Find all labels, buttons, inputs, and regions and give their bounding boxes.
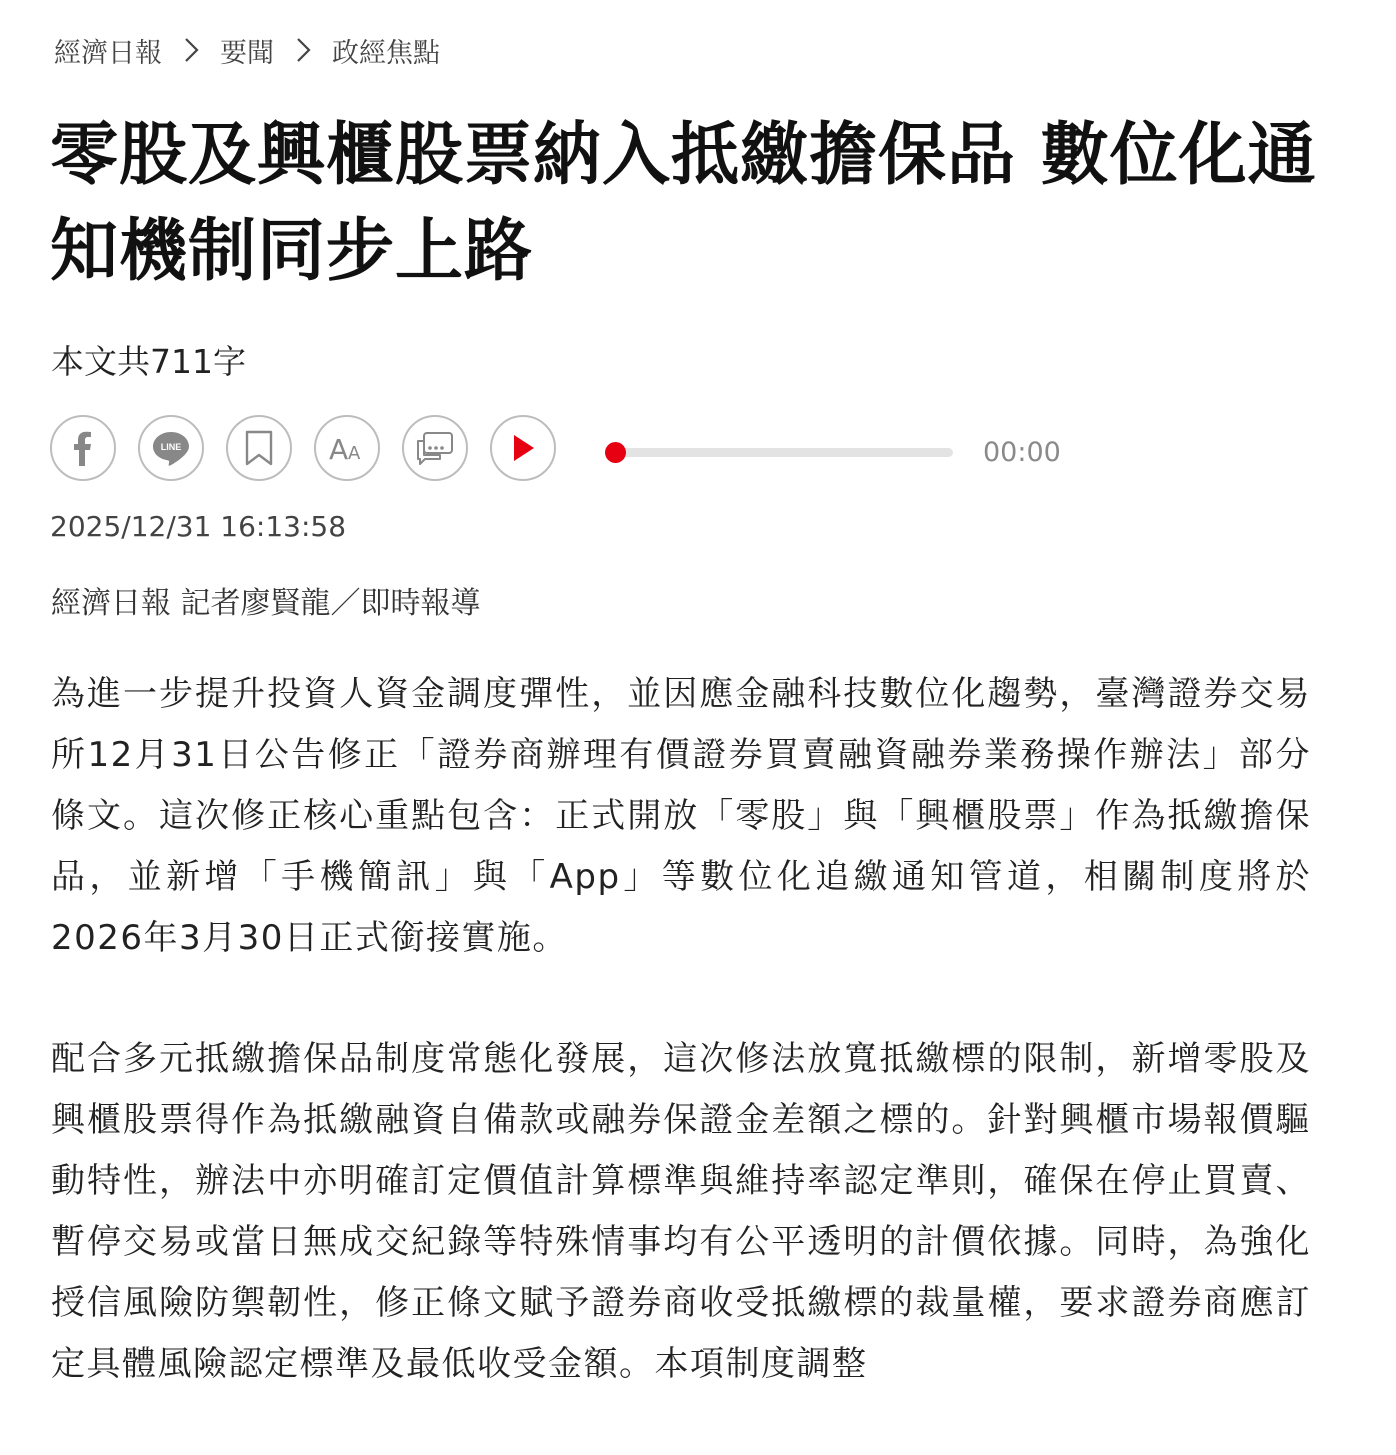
- article-title: 零股及興櫃股票納入抵繳擔保品 數位化通知機制同步上路: [50, 116, 1317, 291]
- bookmark-icon: [244, 429, 274, 467]
- share-toolbar: [50, 412, 578, 484]
- article-paragraph: 為進一步提升投資人資金調度彈性，並因應金融科技數位化趨勢，臺灣證券交易所12月31日公告修正「證券商辦理有價證券買賣融資融券業務操作辦法」部分條文。這次修正核心重點包含：正式開放「零股」與「興櫃股票」作為抵繳擔保品，並新增「手機簡訊」與「App」等數位化追繳通知管道，相關制度將於2026年3月30日正式銜接實施。: [51, 674, 1311, 958]
- play-audio-button[interactable]: [490, 415, 556, 481]
- bookmark-button[interactable]: [226, 415, 292, 481]
- audio-player: [603, 436, 1063, 470]
- font-size-button[interactable]: [314, 415, 380, 481]
- facebook-share-button[interactable]: [50, 415, 116, 481]
- chevron-right-icon: [274, 30, 332, 70]
- audio-progress-track[interactable]: [613, 448, 953, 457]
- audio-time: 00:00: [983, 437, 1061, 468]
- breadcrumb: [54, 30, 440, 70]
- article-body: [51, 664, 1311, 1455]
- audio-progress-knob[interactable]: [605, 442, 626, 463]
- line-icon-label: LINE: [160, 442, 182, 452]
- font-size-icon: [327, 431, 367, 465]
- author-byline: 經濟日報 記者廖賢龍／即時報導: [51, 586, 481, 621]
- line-share-button[interactable]: [138, 415, 204, 481]
- facebook-icon: [66, 429, 100, 467]
- breadcrumb-item-politics-economics[interactable]: 政經焦點: [332, 37, 440, 69]
- article-paragraph: 配合多元抵繳擔保品制度常態化發展，這次修法放寬抵繳標的限制，新增零股及興櫃股票得作為抵繳融資自備款或融券保證金差額之標的。針對興櫃市場報價驅動特性，辦法中亦明確訂定價值計算標準與維持率認定準則，確保在停止買賣、暫停交易或當日無成交紀錄等特殊情事均有公平透明的計價依據。同時，為強化授信風險防禦韌性，修正條文賦予證券商收受抵繳標的裁量權，要求證券商應訂定具體風險認定標準及最低收受金額。本項制度調整: [51, 1039, 1311, 1384]
- publish-datetime: 2025/12/31 16:13:58: [50, 510, 347, 543]
- chevron-right-icon: [162, 30, 220, 70]
- comment-button[interactable]: [402, 415, 468, 481]
- line-icon: [151, 429, 191, 467]
- play-icon: [510, 433, 536, 463]
- svg-text:A: A: [348, 443, 361, 464]
- breadcrumb-item-news[interactable]: 要聞: [220, 37, 274, 69]
- breadcrumb-item-economic-daily[interactable]: 經濟日報: [54, 37, 162, 69]
- comment-icon: [415, 430, 455, 466]
- svg-text:A: A: [329, 433, 349, 465]
- word-count: 本文共711字: [51, 342, 246, 381]
